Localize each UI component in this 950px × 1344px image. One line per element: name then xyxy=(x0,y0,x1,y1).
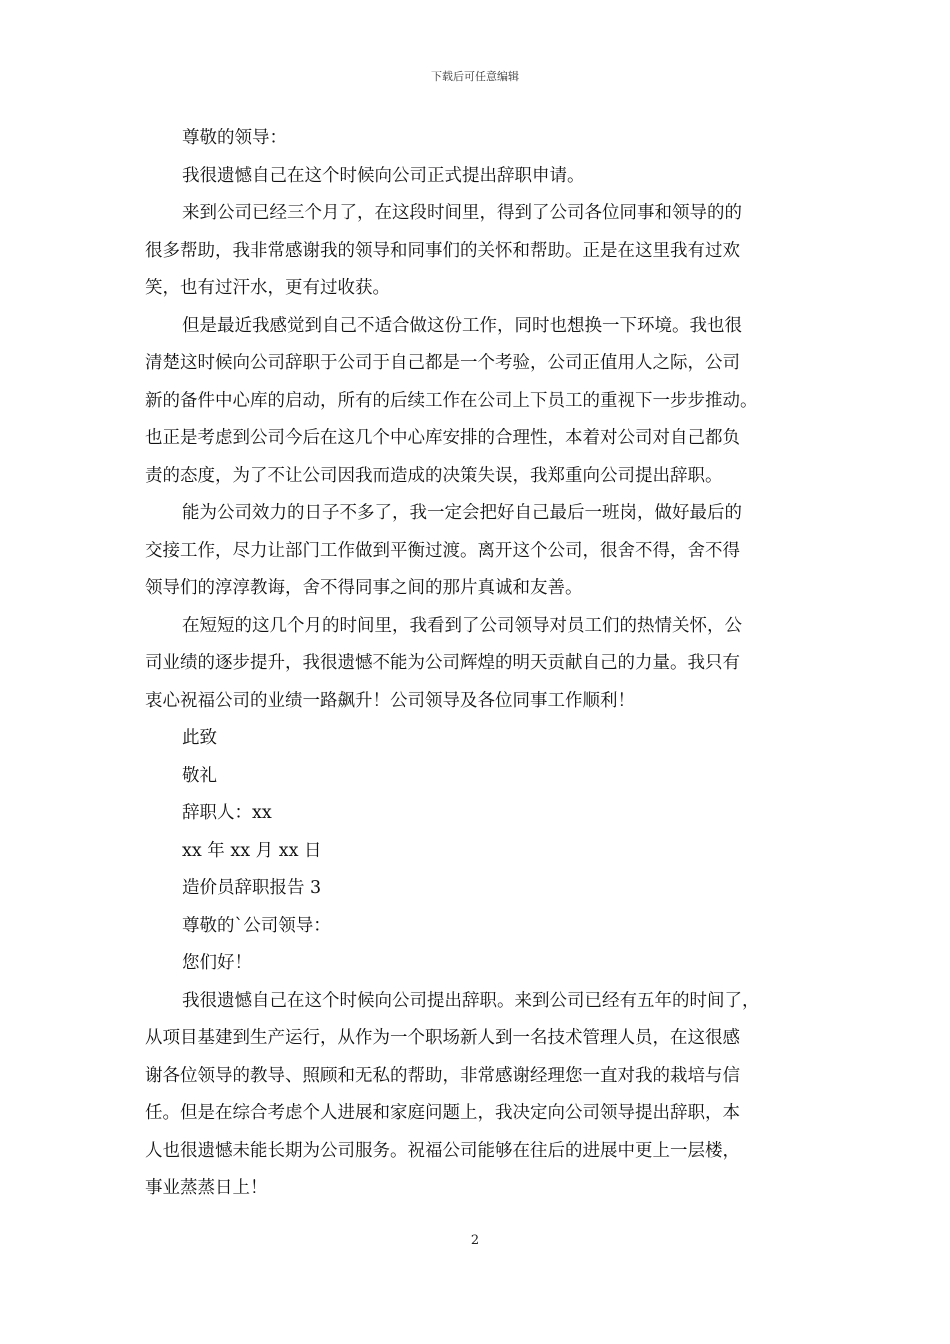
text-line: 新的备件中心库的启动，所有的后续工作在公司上下员工的重视下一步步推动。 xyxy=(145,390,758,411)
text-line: xx 年 xx 月 xx 日 xyxy=(182,840,322,861)
text-line: 我很遗憾自己在这个时候向公司正式提出辞职申请。 xyxy=(182,165,585,186)
text-line: 此致 xyxy=(182,728,217,748)
text-line: 您们好！ xyxy=(182,953,252,973)
text-line: 来到公司已经三个月了，在这段时间里，得到了公司各位同事和领导的的 xyxy=(182,203,742,223)
text-line: 在短短的这几个月的时间里，我看到了公司领导对员工们的热情关怀，公 xyxy=(182,615,742,636)
text-line: 人也很遗憾未能长期为公司服务。祝福公司能够在往后的进展中更上一层楼， xyxy=(145,1140,740,1161)
text-line: 但是最近我感觉到自己不适合做这份工作，同时也想换一下环境。我也很 xyxy=(182,315,742,336)
text-line: 尊敬的领导： xyxy=(182,128,287,148)
text-line: 交接工作，尽力让部门工作做到平衡过渡。离开这个公司，很舍不得，舍不得 xyxy=(145,540,740,561)
text-line: 笑，也有过汗水，更有过收获。 xyxy=(145,278,390,298)
text-line: 我很遗憾自己在这个时候向公司提出辞职。来到公司已经有五年的时间了， xyxy=(182,990,760,1011)
text-line: 谢各位领导的教导、照顾和无私的帮助，非常感谢经理您一直对我的栽培与信 xyxy=(145,1065,740,1086)
text-line: 清楚这时候向公司辞职于公司于自己都是一个考验，公司正值用人之际，公司 xyxy=(145,353,740,373)
document-body xyxy=(145,120,815,1208)
page-header: 下载后可任意编辑 xyxy=(431,70,519,83)
text-line: 衷心祝福公司的业绩一路飙升！公司领导及各位同事工作顺利！ xyxy=(145,690,635,711)
page-number: 2 xyxy=(470,1233,480,1248)
text-line: 事业蒸蒸日上！ xyxy=(145,1178,268,1198)
text-line: 能为公司效力的日子不多了，我一定会把好自己最后一班岗，做好最后的 xyxy=(182,503,742,523)
text-line: 造价员辞职报告 3 xyxy=(182,878,322,898)
text-line: 尊敬的`公司领导： xyxy=(182,915,331,936)
text-line: 责的态度，为了不让公司因我而造成的决策失误，我郑重向公司提出辞职。 xyxy=(145,465,723,486)
text-line: 也正是考虑到公司今后在这几个中心库安排的合理性，本着对公司对自己都负 xyxy=(145,428,740,448)
text-line: 领导们的淳淳教诲，舍不得同事之间的那片真诚和友善。 xyxy=(145,578,583,598)
text-line: 敬礼 xyxy=(182,765,217,786)
text-line: 从项目基建到生产运行，从作为一个职场新人到一名技术管理人员，在这很感 xyxy=(145,1028,740,1048)
text-line: 司业绩的逐步提升，我很遗憾不能为公司辉煌的明天贡献自己的力量。我只有 xyxy=(145,653,740,673)
text-line: 任。但是在综合考虑个人进展和家庭问题上，我决定向公司领导提出辞职，本 xyxy=(145,1103,740,1123)
text-line: 很多帮助，我非常感谢我的领导和同事们的关怀和帮助。正是在这里我有过欢 xyxy=(145,240,740,261)
text-line: 辞职人：xx xyxy=(182,803,272,823)
